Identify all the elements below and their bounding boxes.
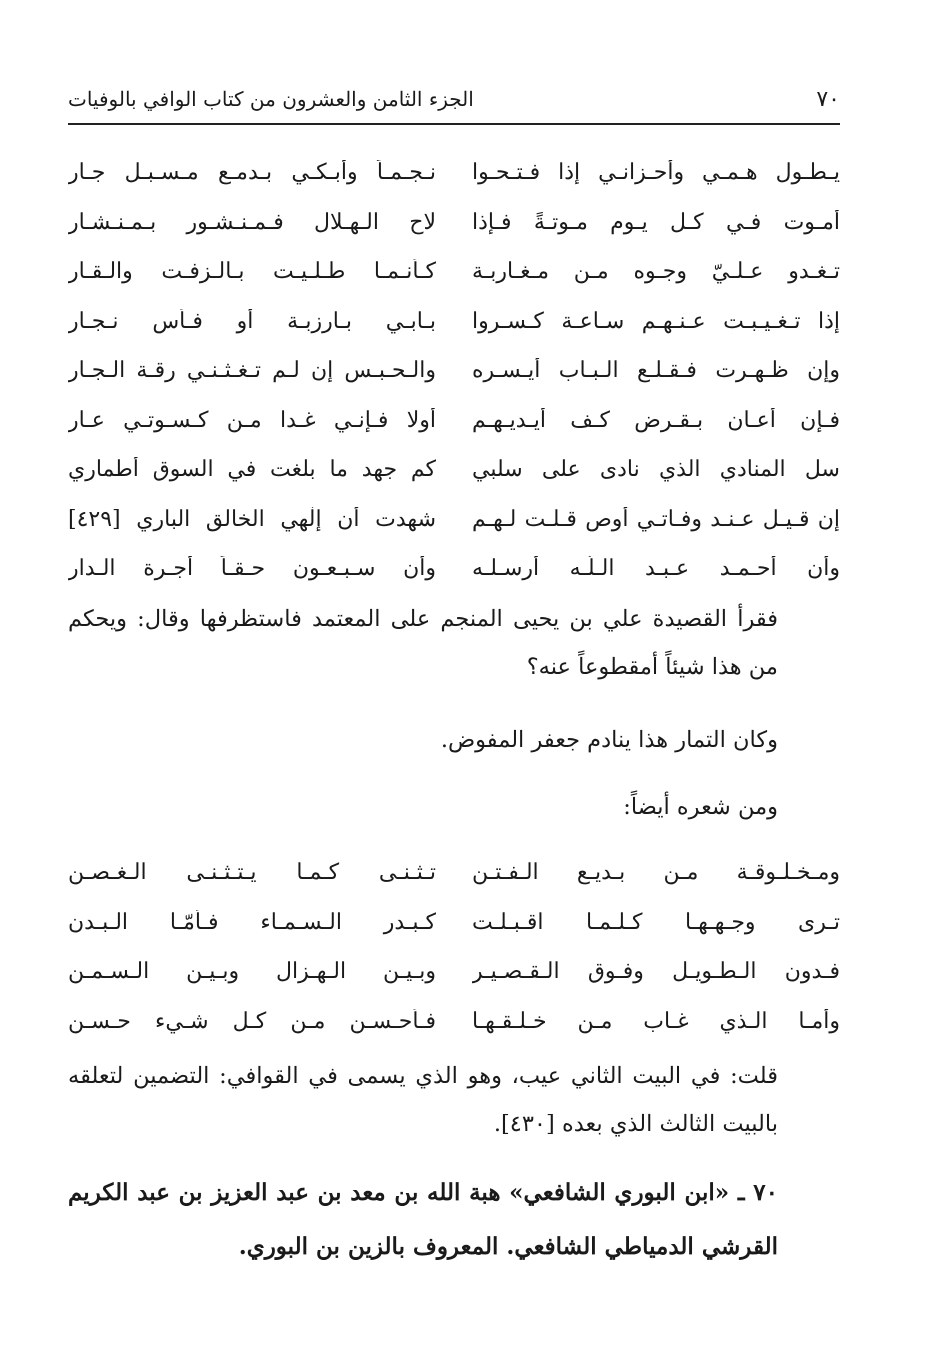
page-number: ٧٠ xyxy=(816,86,840,112)
prose-paragraph-2 xyxy=(68,716,840,764)
verse-first-hemistich: وأمـا الـذي غـاب مـن خـلـقـهـا xyxy=(472,1008,840,1034)
verse-line xyxy=(68,346,840,396)
verse-second-hemistich: فـأحـسـن مـن كـل شـيء حـسـن xyxy=(68,1008,436,1034)
verse-line xyxy=(68,947,840,997)
biography-entry xyxy=(68,1166,840,1274)
verse-second-hemistich: كـبـدر الـسـمـاء فـأمّـا الـبـدن xyxy=(68,909,436,935)
verse-second-hemistich: كم جهد ما بلغت في السوق أطماري xyxy=(68,457,436,483)
verse-second-hemistich: بـابـي بـارزبـة أو فـأس نـجـار xyxy=(68,308,436,334)
verse-first-hemistich: أمـوت فـي كـل يـوم مـوتـةً فـإذا xyxy=(472,209,840,235)
verse-second-hemistich: كـأنـمـا طـلـيـت بـالـزفـت والـقـار xyxy=(68,259,436,285)
verse-first-hemistich: تـغـدو عـلـيّ وجـوه مـن مـغـاربـة xyxy=(472,259,840,285)
paragraph-text: قلت: في البيت الثاني عيب، وهو الذي يسمى في القوافي: التضمين لتعلقه بالبيت الثالث الذي بعده [٤٣٠]. xyxy=(68,1063,778,1137)
verse-second-hemistich: نـجـمـاً وأبـكـي بـدمـع مـسـبـل جـار xyxy=(68,160,436,186)
verse-line xyxy=(68,544,840,594)
verse-line xyxy=(68,247,840,297)
entry-heading: ٧٠ ـ «ابن البوري الشافعي» هبة الله بن معد بن عبد العزيز بن عبد الكريم القرشي الدمياطي الشافعي. المعروف بالزين بن البوري. xyxy=(68,1179,778,1260)
page-header xyxy=(68,80,840,118)
verse-first-hemistich: وأن أحـمـد عـبـد الـلّـه أرسـلـه xyxy=(472,556,840,582)
prose-paragraph-1 xyxy=(68,595,840,691)
verse-first-hemistich: فـإن أعـان بـقـرض كـف أيـديـهـم xyxy=(472,407,840,433)
verse-line xyxy=(68,297,840,347)
verse-line xyxy=(68,396,840,446)
verse-first-hemistich: سل المنادي الذي نادى على سلبي xyxy=(472,457,840,483)
verse-first-hemistich: تـرى وجـهـهـا كـلـمـا اقـبـلـت xyxy=(472,909,840,935)
verse-second-hemistich: أولا فـإنـي غـدا مـن كـسـوتـي عـار xyxy=(68,407,436,433)
paragraph-text: ومن شعره أيضاً: xyxy=(623,794,778,820)
poem-block-2 xyxy=(68,848,840,1046)
verse-first-hemistich: ومـخـلـوقـة مـن بـديـع الـفـتـن xyxy=(472,860,840,886)
verse-line xyxy=(68,148,840,198)
verse-second-hemistich: وأن سـبـعـون حـقـاً أجـرة الـدار xyxy=(68,556,436,582)
verse-second-hemistich: تـثـنـى كـمـا يـتـثـنـى الـغـصـن xyxy=(68,860,436,886)
prose-paragraph-4 xyxy=(68,1052,840,1148)
verse-first-hemistich: فـدون الـطـويـل وفـوق الـقـصـيـر xyxy=(472,959,840,985)
verse-line xyxy=(68,445,840,495)
prose-paragraph-3 xyxy=(68,783,840,831)
verse-second-hemistich: والـحـبـس إن لـم تـغـثـنـي رقـة الـجـار xyxy=(68,358,436,384)
verse-line xyxy=(68,198,840,248)
verse-first-hemistich: يـطـول هـمـي وأحـزانـي إذا فـتـحـوا xyxy=(472,160,840,186)
verse-line xyxy=(68,848,840,898)
verse-line xyxy=(68,898,840,948)
poem-block-1 xyxy=(68,148,840,594)
verse-line xyxy=(68,997,840,1047)
verse-first-hemistich: إن قـيـل عـنـد وفـاتـي أوص قـلـت لـهـم xyxy=(472,506,840,532)
header-rule xyxy=(68,123,840,125)
verse-line xyxy=(68,495,840,545)
verse-first-hemistich: إذا تـغـيـبـت عـنـهـم سـاعـة كـسـروا xyxy=(472,308,840,334)
verse-first-hemistich: وإن ظـهـرت فـقـلـع الـبـاب أيـسـره xyxy=(472,358,840,384)
verse-second-hemistich: لاح الـهـلال فـمـنـشـور بـمـنـشـار xyxy=(68,209,436,235)
verse-second-hemistich: وبـيـن الـهـزال وبـيـن الـسـمـن xyxy=(68,959,436,985)
paragraph-text: وكان التمار هذا ينادم جعفر المفوض. xyxy=(440,727,778,753)
verse-second-hemistich: شهدت أن إلٰهي الخالق الباري [٤٢٩] xyxy=(68,506,436,532)
running-title: الجزء الثامن والعشرون من كتاب الوافي بالوفيات xyxy=(68,87,474,111)
paragraph-text: فقرأ القصيدة علي بن يحيى المنجم على المعتمد فاستظرفها وقال: ويحكم من هذا شيئاً أمقطوعاً عنه؟ xyxy=(68,606,778,680)
